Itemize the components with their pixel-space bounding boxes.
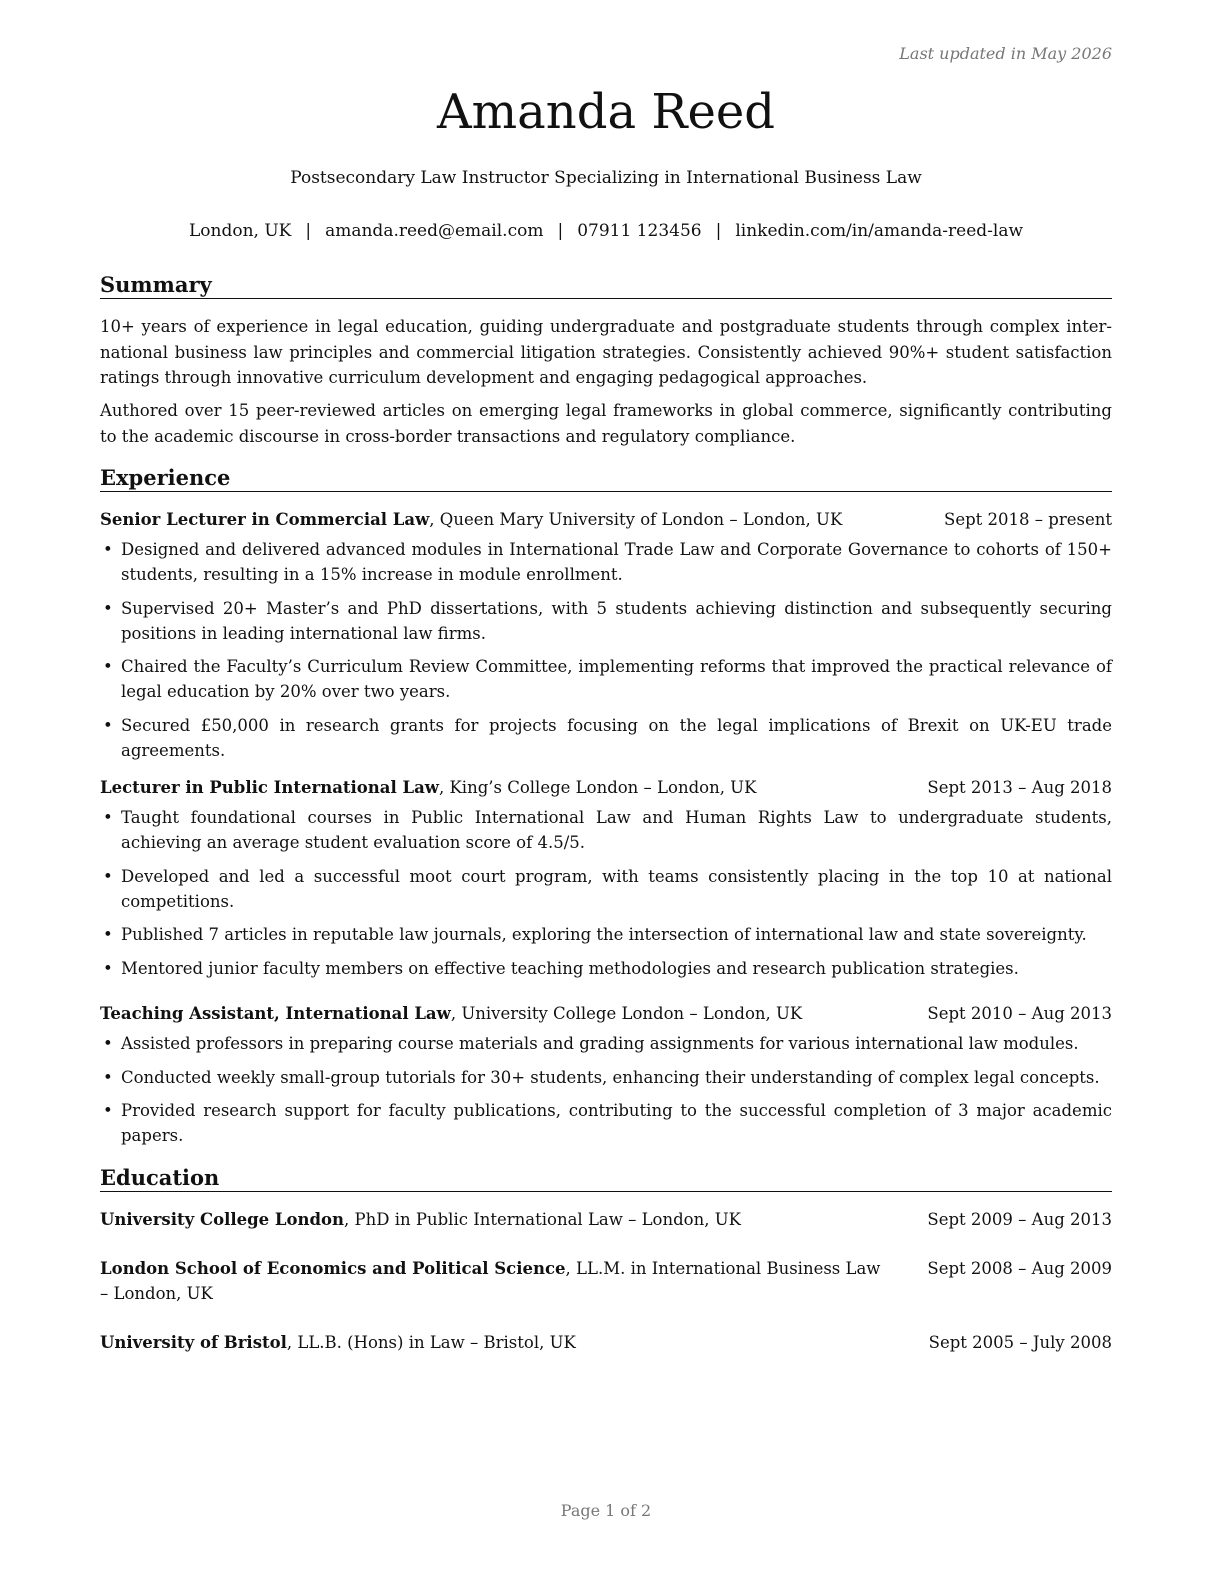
school-name: University College London — [100, 1210, 345, 1229]
bullet-item: • Secured £50,000 in research grants for projects focusing on the legal implications of Brexit on UK-EU trade agreements. — [100, 713, 1112, 763]
education-heading: Education — [100, 1165, 1112, 1192]
experience-bullets — [100, 805, 1112, 989]
education-entry — [100, 1256, 1112, 1306]
school-name: London School of Economics and Political Science — [100, 1259, 566, 1278]
experience-entry-header — [100, 507, 1112, 532]
experience-bullets — [100, 1031, 1112, 1157]
degree-detail: , LL.M. in International Business Law – London, UK — [100, 1259, 881, 1303]
bullet-item: • Designed and delivered advanced modules in International Trade Law and Corporate Governance to cohorts of 150+ students, resulting in a 15% increase in module enrollment. — [100, 537, 1112, 587]
summary-paragraph: 10+ years of experience in legal education, guiding undergraduate and postgraduate students through complex international business law principles and commercial litigation strategies. Consistently achieved 90%+ student satisfaction ratings through innovative curriculum development and engaging pedagogical approaches. — [100, 317, 1112, 387]
page-number: Page 1 of 2 — [560, 1501, 652, 1520]
contact-line — [100, 221, 1112, 241]
degree-detail: , PhD in Public International Law – London, UK — [344, 1210, 741, 1229]
contact-linkedin[interactable]: linkedin.com/in/amanda-reed-law — [735, 221, 1023, 241]
education-date: Sept 2008 – Aug 2009 — [927, 1259, 1112, 1278]
education-date: Sept 2005 – July 2008 — [928, 1333, 1112, 1352]
contact-email[interactable]: amanda.reed@email.com — [325, 221, 544, 241]
summary-paragraph: Authored over 15 peer-reviewed articles on emerging legal frameworks in global commerce, significantly contributing to the academic discourse in cross-border transactions and regulatory compliance. — [100, 401, 1112, 446]
degree-detail: , LL.B. (Hons) in Law – Bristol, UK — [286, 1333, 576, 1352]
bullet-item: • Mentored junior faculty members on effective teaching methodologies and research publication strategies. — [100, 956, 1112, 981]
job-date: Sept 2018 – present — [944, 510, 1112, 529]
bullet-item: • Taught foundational courses in Public International Law and Human Rights Law to undergraduate students, achieving an average student evaluation score of 4.5/5. — [100, 805, 1112, 855]
job-title: Senior Lecturer in Commercial Law — [100, 510, 430, 529]
experience-heading: Experience — [100, 465, 1112, 492]
summary-heading: Summary — [100, 272, 1112, 299]
job-date: Sept 2013 – Aug 2018 — [927, 778, 1112, 797]
job-title: Teaching Assistant, International Law — [100, 1004, 451, 1023]
bullet-item: • Published 7 articles in reputable law journals, exploring the intersection of international law and state sovereignty. — [100, 922, 1112, 947]
contact-separator: | — [715, 221, 722, 241]
bullet-item: • Developed and led a successful moot court program, with teams consistently placing in the top 10 at national competitions. — [100, 864, 1112, 914]
education-entry — [100, 1330, 1112, 1355]
bullet-item: • Assisted professors in preparing course materials and grading assignments for various international law modules. — [100, 1031, 1112, 1056]
bullet-item: • Conducted weekly small-group tutorials for 30+ students, enhancing their understanding of complex legal concepts. — [100, 1065, 1112, 1090]
last-updated: Last updated in May 2026 — [899, 44, 1112, 63]
headline: Postsecondary Law Instructor Specializing in International Business Law — [290, 168, 922, 188]
contact-location: London, UK — [188, 221, 292, 241]
education-date: Sept 2009 – Aug 2013 — [927, 1210, 1112, 1229]
job-org: , University College London – London, UK — [450, 1004, 803, 1023]
contact-phone[interactable]: 07911 123456 — [577, 221, 702, 241]
bullet-item: • Provided research support for faculty publications, contributing to the successful completion of 3 major academic papers. — [100, 1098, 1112, 1148]
job-title: Lecturer in Public International Law — [100, 778, 439, 797]
job-org: , King’s College London – London, UK — [438, 778, 757, 797]
contact-separator: | — [305, 221, 312, 241]
experience-bullets — [100, 537, 1112, 771]
experience-entry-header — [100, 775, 1112, 800]
contact-separator: | — [557, 221, 564, 241]
resume-page — [100, 0, 1112, 1584]
experience-entry-header — [100, 1001, 1112, 1026]
bullet-item: • Chaired the Faculty’s Curriculum Review Committee, implementing reforms that improved the practical relevance of legal education by 20% over two years. — [100, 654, 1112, 704]
bullet-item: • Supervised 20+ Master’s and PhD dissertations, with 5 students achieving distinction and subsequently securing positions in leading international law firms. — [100, 596, 1112, 646]
job-org: , Queen Mary University of London – London, UK — [429, 510, 843, 529]
job-date: Sept 2010 – Aug 2013 — [927, 1004, 1112, 1023]
education-entry — [100, 1207, 1112, 1232]
school-name: University of Bristol — [100, 1333, 287, 1352]
candidate-name: Amanda Reed — [437, 84, 775, 140]
